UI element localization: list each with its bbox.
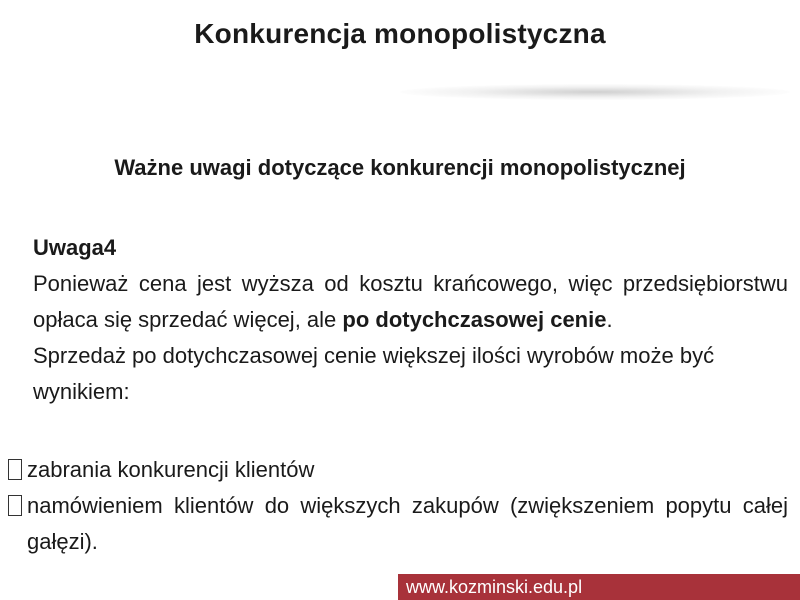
footer-url[interactable]: www.kozminski.edu.pl bbox=[406, 577, 583, 597]
footer-url-banner[interactable] bbox=[398, 574, 800, 600]
paragraph-1-bold: po dotychczasowej cenie bbox=[342, 307, 607, 332]
title-underline-shadow bbox=[400, 84, 790, 100]
paragraph-2: Sprzedaż po dotychczasowej cenie większej ilości wyrobów może być wynikiem: bbox=[33, 343, 715, 404]
note-heading: Uwaga4 bbox=[33, 235, 117, 260]
bullet-list bbox=[8, 452, 788, 560]
slide-subtitle: Ważne uwagi dotyczące konkurencji monopolistycznej bbox=[114, 155, 686, 180]
list-item bbox=[8, 452, 788, 488]
slide-title: Konkurencja monopolistyczna bbox=[194, 18, 606, 49]
list-item-text: namówieniem klientów do większych zakupów (zwiększeniem popytu całej gałęzi). bbox=[27, 493, 788, 554]
content-body bbox=[33, 230, 788, 410]
list-item-text: zabrania konkurencji klientów bbox=[27, 457, 315, 482]
bullet-box-icon bbox=[8, 495, 22, 516]
list-item bbox=[8, 488, 788, 560]
paragraph-1 bbox=[33, 266, 788, 338]
bullet-box-icon bbox=[8, 459, 22, 480]
paragraph-1-end: . bbox=[606, 307, 613, 332]
paragraph-1-text: Ponieważ cena jest wyższa od kosztu krańcowego, więc przedsiębiorstwu opłaca się sprzedać więcej, ale bbox=[33, 271, 788, 332]
